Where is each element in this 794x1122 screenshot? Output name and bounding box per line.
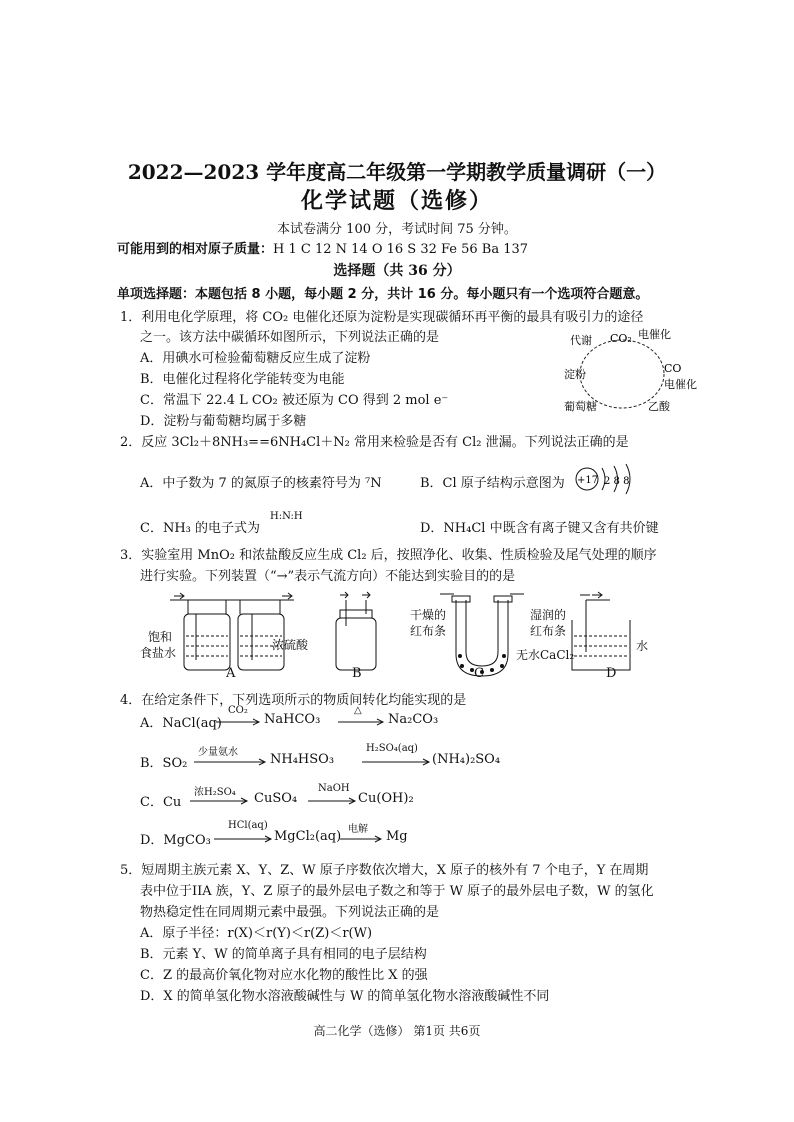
q3-apparatus-diagrams [140,590,660,685]
cycle-label-metabolism: 代谢 [570,334,592,347]
label-water: 水 [636,639,649,653]
section-title: 选择题（共 36 分） [333,263,461,279]
q5-option-b: B．元素 Y、W 的简单离子具有相同的电子层结构 [140,947,427,962]
q5-stem-line3: 物热稳定性在同周期元素中最强。下列说法正确的是 [140,905,440,920]
label-conc-sulfuric: 浓硫酸 [272,638,309,652]
cl-atom-structure-diagram [572,462,644,496]
cycle-label-co: CO [664,362,682,375]
q4-option-a-reactant: A．NaCl(aq) [140,716,222,731]
cl-shell-electrons: 2 8 8 [604,476,630,487]
label-letter-a: A [226,666,236,681]
section-instructions: 单项选择题：本题包括 8 小题，每小题 2 分，共计 16 分。每小题只有一个选项符合题意。 [117,287,649,302]
atomic-masses-label: 可能用到的相对原子质量： [117,242,274,257]
arrow-icon [194,758,268,766]
q2-option-d: D．NH₄Cl 中既含有离子键又含有共价键 [420,521,659,536]
label-dry: 干燥的 [410,608,447,622]
cycle-label-electrocatalysis-right: 电催化 [664,378,697,391]
q3-stem-line1: 3．实验室用 MnO₂ 和浓盐酸反应生成 Cl₂ 后，按照净化、收集、性质检验及尾气处理的顺序 [120,548,657,563]
q4-option-d-product: Mg [386,829,408,844]
label-saturated: 饱和 [148,630,173,644]
q4-option-a-middle: NaHCO₃ [264,712,321,727]
q4-b-condition1: 少量氨水 [198,747,238,758]
q5-option-a: A．原子半径：r(X)＜r(Y)＜r(Z)＜r(W) [140,926,373,941]
nh3-electron-formula: H:N:H [270,511,303,522]
q4-a-condition1: CO₂ [228,705,248,716]
q1-option-c: C．常温下 22.4 L CO₂ 被还原为 CO 得到 2 mol e⁻ [140,393,449,408]
label-wet: 湿润的 [530,608,567,622]
q1-option-a: A．用碘水可检验葡萄糖反应生成了淀粉 [140,351,371,366]
cycle-label-electrocatalysis-top: 电催化 [638,328,671,341]
apparatus-d [572,592,630,670]
q2-option-b: B．Cl 原子结构示意图为 [420,476,565,491]
q4-b-condition2: H₂SO₄(aq) [366,743,418,754]
cycle-label-glucose: 葡萄糖 [564,400,597,413]
q4-a-condition2: △ [354,705,362,716]
apparatus-a [170,593,294,670]
arrow-icon [362,758,432,766]
q4-option-d-reactant: D．MgCO₃ [140,833,211,848]
q5-option-c: C．Z 的最高价氧化物对应水化物的酸性比 X 的强 [140,968,428,983]
q2-option-c: C．NH₃ 的电子式为 [140,521,261,536]
q4-option-b-middle: NH₄HSO₃ [270,752,335,767]
label-salt-water: 食盐水 [140,646,177,660]
q2-option-a: A．中子数为 7 的氮原子的核素符号为 ⁷N [140,476,382,491]
exam-info: 本试卷满分 100 分，考试时间 75 分钟。 [277,222,517,237]
q2-stem: 2．反应 3Cl₂＋8NH₃==6NH₄Cl＋N₂ 常用来检验是否有 Cl₂ 泄漏。下列说法正确的是 [120,435,629,450]
label-letter-d: D [606,666,617,681]
q1-stem-line2: 之一。该方法中碳循环如图所示，下列说法正确的是 [140,330,440,345]
atomic-masses-values: H 1 C 12 N 14 O 16 S 32 Fe 56 Ba 137 [273,242,529,257]
label-red-cloth-wet: 红布条 [530,624,567,638]
arrow-icon [308,797,358,805]
q4-option-a-product: Na₂CO₃ [388,712,439,727]
q4-option-b-reactant: B．SO₂ [140,756,188,771]
q5-option-d: D．X 的简单氢化物水溶液酸碱性与 W 的简单氢化物水溶液酸碱性不同 [140,989,550,1004]
exam-subtitle: 化学试题（选修） [300,188,493,214]
exam-title: 2022—2023 学年度高二年级第一学期教学质量调研（一） [127,160,667,184]
q4-option-c-middle: CuSO₄ [254,791,298,806]
q4-d-condition2: 电解 [348,824,368,835]
atomic-masses [117,238,528,257]
cl-nucleus-charge: +17 [577,475,599,486]
apparatus-b [336,592,376,670]
q4-option-b-product: (NH₄)₂SO₄ [432,752,501,767]
q1-option-d: D．淀粉与葡萄糖均属于多糖 [140,414,307,429]
q4-stem: 4．在给定条件下，下列选项所示的物质间转化均能实现的是 [120,693,467,708]
label-red-cloth-dry: 红布条 [410,624,447,638]
cycle-label-acetic-acid: 乙酸 [648,400,670,413]
q4-option-c-product: Cu(OH)₂ [358,791,414,806]
arrow-icon [338,718,386,726]
q1-stem-line1: 1．利用电化学原理，将 CO₂ 电催化还原为淀粉是实现碳循环再平衡的最具有吸引力的途径 [120,310,644,325]
carbon-cycle-diagram [560,326,697,416]
q1-option-b: B．电催化过程将化学能转变为电能 [140,372,345,387]
arrow-icon [190,797,250,805]
page-footer: 高二化学（选修） 第1页 共6页 [313,1024,481,1038]
q4-option-c-reactant: C．Cu [140,795,182,810]
label-letter-c: C [474,666,484,681]
arrow-icon [216,718,262,726]
label-anhydrous-cacl2: 无水CaCl₂ [516,648,575,662]
arrow-icon [340,835,384,843]
q4-d-condition1: HCl(aq) [228,820,268,831]
q4-c-condition2: NaOH [318,783,350,794]
q5-stem-line2: 表中位于IIA 族，Y、Z 原子的最外层电子数之和等于 W 原子的最外层电子数，W 的氢化 [140,884,654,899]
apparatus-c [440,594,524,676]
q4-option-d-middle: MgCl₂(aq) [274,829,342,844]
q3-stem-line2: 进行实验。下列装置（“→”表示气流方向）不能达到实验目的的是 [140,569,516,584]
q4-c-condition1: 浓H₂SO₄ [194,787,236,798]
arrow-icon [214,835,274,843]
cycle-label-co2: CO₂ [610,332,632,345]
label-letter-b: B [352,666,362,681]
q5-stem-line1: 5．短周期主族元素 X、Y、Z、W 原子序数依次增大，X 原子的核外有 7 个电子，Y 在周期 [120,863,649,878]
cycle-label-starch: 淀粉 [564,368,586,381]
